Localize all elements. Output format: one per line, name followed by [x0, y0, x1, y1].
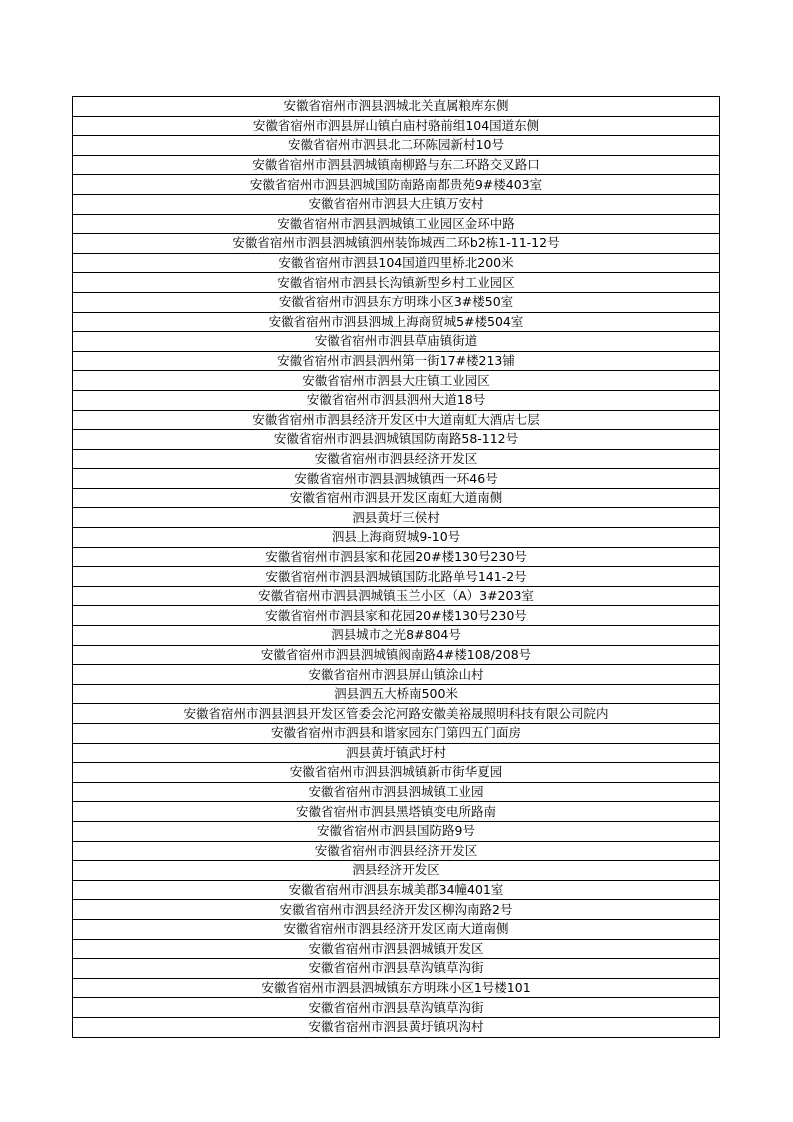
table-row — [73, 841, 720, 861]
address-cell: 安徽省宿州市泗县大庄镇工业园区 — [73, 371, 720, 391]
address-table-body — [73, 97, 720, 1038]
address-cell: 安徽省宿州市泗县泗城镇玉兰小区（A）3#203室 — [73, 586, 720, 606]
address-cell: 安徽省宿州市泗县屏山镇白庙村骆前组104国道东侧 — [73, 116, 720, 136]
address-cell: 安徽省宿州市泗县泗州第一街17#楼213铺 — [73, 351, 720, 371]
table-row — [73, 665, 720, 685]
table-row — [73, 763, 720, 783]
table-row — [73, 861, 720, 881]
address-cell: 安徽省宿州市泗县经济开发区南大道南侧 — [73, 919, 720, 939]
table-row — [73, 332, 720, 352]
table-row — [73, 1017, 720, 1037]
address-table — [72, 96, 720, 1038]
address-cell: 安徽省宿州市泗县草沟镇草沟街 — [73, 959, 720, 979]
table-row — [73, 194, 720, 214]
address-cell: 安徽省宿州市泗县黑塔镇变电所路南 — [73, 802, 720, 822]
table-row — [73, 430, 720, 450]
address-cell: 安徽省宿州市泗县泗州大道18号 — [73, 390, 720, 410]
address-cell: 安徽省宿州市泗县泗县开发区管委会沱河路安徽美裕晟照明科技有限公司院内 — [73, 704, 720, 724]
address-cell: 安徽省宿州市泗县泗城国防南路南都贵苑9#楼403室 — [73, 175, 720, 195]
address-cell: 安徽省宿州市泗县经济开发区柳沟南路2号 — [73, 900, 720, 920]
address-cell: 安徽省宿州市泗县泗城镇阀南路4#楼108/208号 — [73, 645, 720, 665]
address-cell: 安徽省宿州市泗县草庙镇街道 — [73, 332, 720, 352]
table-row — [73, 821, 720, 841]
address-cell: 安徽省宿州市泗县泗城镇泗州装饰城西二环b2栋1-11-12号 — [73, 234, 720, 254]
table-row — [73, 998, 720, 1018]
table-row — [73, 586, 720, 606]
address-cell: 泗县城市之光8#804号 — [73, 626, 720, 646]
address-cell: 安徽省宿州市泗县泗城镇国防南路58-112号 — [73, 430, 720, 450]
address-cell: 安徽省宿州市泗县经济开发区中大道南虹大酒店七层 — [73, 410, 720, 430]
table-row — [73, 253, 720, 273]
address-cell: 安徽省宿州市泗县泗城镇东方明珠小区1号楼101 — [73, 978, 720, 998]
address-cell: 安徽省宿州市泗县泗城镇南柳路与东二环路交叉路口 — [73, 155, 720, 175]
table-row — [73, 273, 720, 293]
table-row — [73, 508, 720, 528]
table-row — [73, 312, 720, 332]
table-row — [73, 155, 720, 175]
address-cell: 安徽省宿州市泗县开发区南虹大道南侧 — [73, 488, 720, 508]
address-cell: 泗县经济开发区 — [73, 861, 720, 881]
address-cell: 安徽省宿州市泗县国防路9号 — [73, 821, 720, 841]
address-cell: 安徽省宿州市泗县泗城镇工业园 — [73, 782, 720, 802]
address-cell: 安徽省宿州市泗县泗城镇工业园区金环中路 — [73, 214, 720, 234]
table-row — [73, 175, 720, 195]
table-row — [73, 97, 720, 117]
table-row — [73, 390, 720, 410]
address-cell: 安徽省宿州市泗县泗城镇西一环46号 — [73, 469, 720, 489]
address-cell: 泗县上海商贸城9-10号 — [73, 528, 720, 548]
table-row — [73, 136, 720, 156]
table-row — [73, 880, 720, 900]
table-row — [73, 959, 720, 979]
table-row — [73, 724, 720, 744]
address-cell: 安徽省宿州市泗县家和花园20#楼130号230号 — [73, 547, 720, 567]
table-row — [73, 351, 720, 371]
table-row — [73, 645, 720, 665]
address-cell: 泗县黄圩镇武圩村 — [73, 743, 720, 763]
address-cell: 安徽省宿州市泗县经济开发区 — [73, 449, 720, 469]
table-row — [73, 802, 720, 822]
address-cell: 安徽省宿州市泗县泗城镇新市街华夏园 — [73, 763, 720, 783]
address-cell: 安徽省宿州市泗县黄圩镇巩沟村 — [73, 1017, 720, 1037]
table-row — [73, 116, 720, 136]
table-row — [73, 488, 720, 508]
table-row — [73, 939, 720, 959]
address-cell: 安徽省宿州市泗县泗城北关直属粮库东侧 — [73, 97, 720, 117]
table-row — [73, 528, 720, 548]
address-cell: 安徽省宿州市泗县草沟镇草沟街 — [73, 998, 720, 1018]
table-row — [73, 684, 720, 704]
address-cell: 安徽省宿州市泗县泗城镇开发区 — [73, 939, 720, 959]
table-row — [73, 449, 720, 469]
table-row — [73, 606, 720, 626]
table-row — [73, 567, 720, 587]
address-cell: 安徽省宿州市泗县家和花园20#楼130号230号 — [73, 606, 720, 626]
table-row — [73, 626, 720, 646]
address-cell: 泗县泗五大桥南500米 — [73, 684, 720, 704]
table-row — [73, 410, 720, 430]
table-row — [73, 292, 720, 312]
address-cell: 安徽省宿州市泗县大庄镇万安村 — [73, 194, 720, 214]
table-row — [73, 900, 720, 920]
address-cell: 安徽省宿州市泗县东城美郡34幢401室 — [73, 880, 720, 900]
table-row — [73, 469, 720, 489]
address-cell: 安徽省宿州市泗县北二环陈园新村10号 — [73, 136, 720, 156]
table-row — [73, 782, 720, 802]
address-cell: 安徽省宿州市泗县东方明珠小区3#楼50室 — [73, 292, 720, 312]
address-cell: 安徽省宿州市泗县和谐家园东门第四五门面房 — [73, 724, 720, 744]
address-cell: 安徽省宿州市泗县泗城上海商贸城5#楼504室 — [73, 312, 720, 332]
address-cell: 安徽省宿州市泗县屏山镇涂山村 — [73, 665, 720, 685]
address-cell: 安徽省宿州市泗县长沟镇新型乡村工业园区 — [73, 273, 720, 293]
table-row — [73, 234, 720, 254]
table-row — [73, 919, 720, 939]
table-row — [73, 704, 720, 724]
address-cell: 安徽省宿州市泗县泗城镇国防北路单号141-2号 — [73, 567, 720, 587]
address-cell: 泗县黄圩三侯村 — [73, 508, 720, 528]
table-row — [73, 214, 720, 234]
table-row — [73, 371, 720, 391]
table-row — [73, 978, 720, 998]
address-cell: 安徽省宿州市泗县经济开发区 — [73, 841, 720, 861]
table-row — [73, 547, 720, 567]
address-cell: 安徽省宿州市泗县104国道四里桥北200米 — [73, 253, 720, 273]
table-row — [73, 743, 720, 763]
